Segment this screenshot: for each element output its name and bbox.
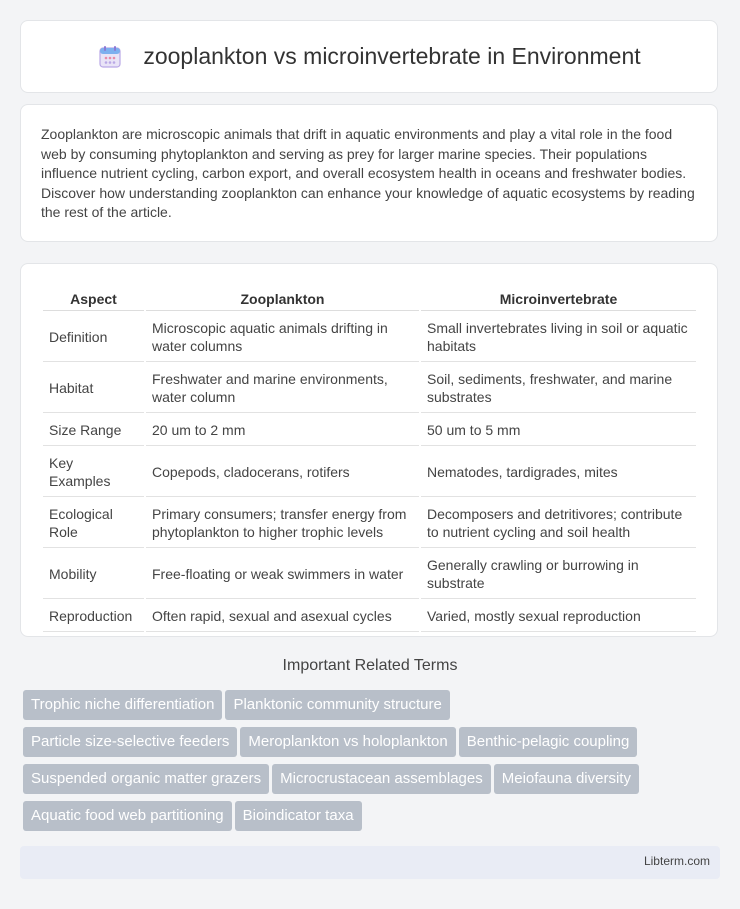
footer-site-link[interactable]: Libterm.com: [643, 854, 710, 868]
related-term-tag[interactable]: Meiofauna diversity: [494, 764, 639, 794]
related-term-tag[interactable]: Microcrustacean assemblages: [272, 764, 491, 794]
intro-text: Zooplankton are microscopic animals that drift in aquatic environments and play a vital role in the food web by consuming phytoplankton and serving as prey for larger marine species. Their populations influence nutrient cycling, carbon export, and overall ecosystem health in oceans and freshwater bodies. Discover how understanding zooplankton can enhance your knowledge of aquatic ecosystems by reading the rest of the article.: [41, 126, 695, 220]
microinvertebrate-cell: Soil, sediments, freshwater, and marine substrates: [421, 364, 696, 413]
related-term-tag[interactable]: Trophic niche differentiation: [23, 690, 222, 720]
related-term-tag[interactable]: Meroplankton vs holoplankton: [240, 727, 455, 757]
table-row: [43, 448, 696, 497]
microinvertebrate-cell: Small invertebrates living in soil or aquatic habitats: [421, 313, 696, 362]
related-term-tag[interactable]: Particle size-selective feeders: [23, 727, 237, 757]
footer: [20, 846, 720, 879]
zooplankton-cell: Microscopic aquatic animals drifting in water columns: [146, 313, 419, 362]
table-row: [43, 601, 696, 632]
page-title: zooplankton vs microinvertebrate in Environment: [143, 43, 641, 69]
microinvertebrate-cell: Generally crawling or burrowing in substrate: [421, 550, 696, 599]
header-aspect: Aspect: [43, 286, 144, 311]
microinvertebrate-cell: 50 um to 5 mm: [421, 415, 696, 446]
comparison-table: [41, 284, 698, 634]
related-term-tag[interactable]: Suspended organic matter grazers: [23, 764, 269, 794]
microinvertebrate-cell: Varied, mostly sexual reproduction: [421, 601, 696, 632]
aspect-cell: Key Examples: [43, 448, 144, 497]
related-term-tag[interactable]: Bioindicator taxa: [235, 801, 362, 831]
related-terms-list: [23, 690, 723, 838]
zooplankton-cell: Often rapid, sexual and asexual cycles: [146, 601, 419, 632]
header-card: [20, 20, 718, 93]
header-zooplankton: Zooplankton: [146, 286, 419, 311]
zooplankton-cell: Copepods, cladocerans, rotifers: [146, 448, 419, 497]
aspect-cell: Mobility: [43, 550, 144, 599]
intro-card: [20, 104, 718, 242]
related-terms-title: Important Related Terms: [282, 657, 458, 674]
zooplankton-cell: Free-floating or weak swimmers in water: [146, 550, 419, 599]
aspect-cell: Size Range: [43, 415, 144, 446]
calendar-icon: [97, 44, 123, 70]
microinvertebrate-cell: Nematodes, tardigrades, mites: [421, 448, 696, 497]
table-row: [43, 313, 696, 362]
table-row: [43, 415, 696, 446]
related-term-tag[interactable]: Benthic-pelagic coupling: [459, 727, 638, 757]
aspect-cell: Reproduction: [43, 601, 144, 632]
aspect-cell: Habitat: [43, 364, 144, 413]
header-microinvertebrate: Microinvertebrate: [421, 286, 696, 311]
related-term-tag[interactable]: Planktonic community structure: [225, 690, 449, 720]
microinvertebrate-cell: Decomposers and detritivores; contribute to nutrient cycling and soil health: [421, 499, 696, 548]
table-row: [43, 499, 696, 548]
zooplankton-cell: Freshwater and marine environments, water column: [146, 364, 419, 413]
comparison-card: [20, 263, 718, 637]
aspect-cell: Ecological Role: [43, 499, 144, 548]
table-row: [43, 364, 696, 413]
related-term-tag[interactable]: Aquatic food web partitioning: [23, 801, 232, 831]
aspect-cell: Definition: [43, 313, 144, 362]
zooplankton-cell: Primary consumers; transfer energy from phytoplankton to higher trophic levels: [146, 499, 419, 548]
table-row: [43, 550, 696, 599]
zooplankton-cell: 20 um to 2 mm: [146, 415, 419, 446]
